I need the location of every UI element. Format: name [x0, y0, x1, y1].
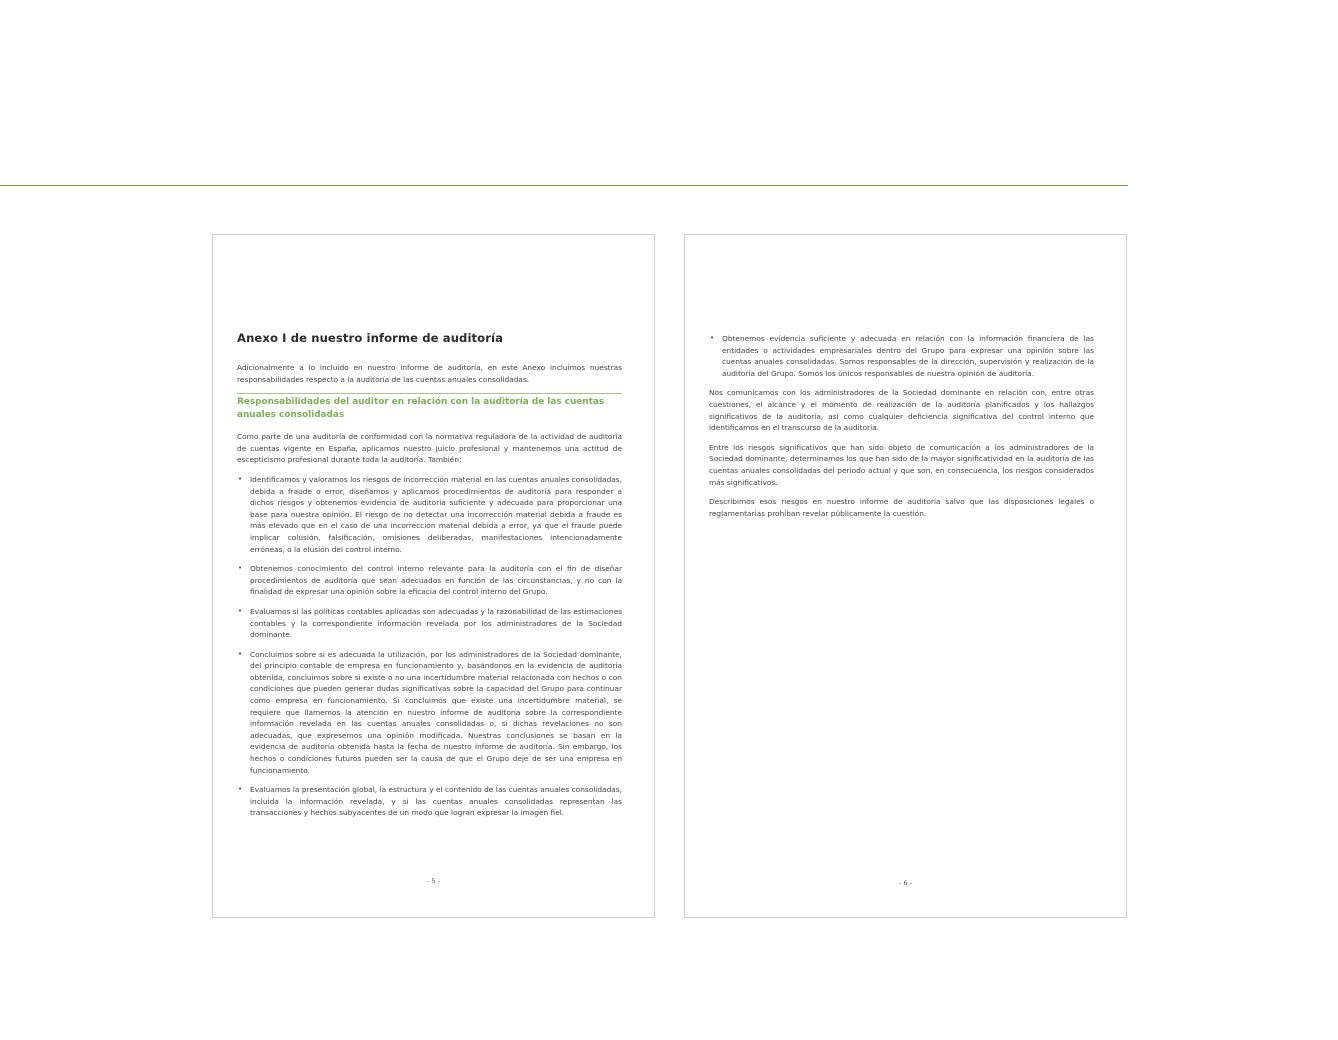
section-intro-paragraph: Como parte de una auditoría de conformidad con la normativa reguladora de la actividad de auditoría de cuentas vigente en España, aplicamos nuestro juicio profesional y mantenemos una actitud de escepticismo profesional durante toda la auditoría. También:	[237, 432, 622, 465]
significant-risks-paragraph: Entre los riesgos significativos que han sido objeto de comunicación a los administradores de la Sociedad dominante, determinamos los que han sido de la mayor significatividad en la auditoría de las cuentas anuales consolidadas del periodo actual y que son, en consecuencia, los riesgos considerados más significativos.	[709, 442, 1094, 487]
list-item-text: Obtenemos evidencia suficiente y adecuada en relación con la información financiera de las entidades o actividades empresariales dentro del Grupo para expresar una opinión sobre las cuentas anuales consolidadas. Somos responsables de la dirección, supervisión y realización de la auditoría del Grupo. Somos los únicos responsables de nuestra opinión de auditoría.	[722, 334, 1094, 378]
bullet-icon: •	[238, 474, 243, 483]
top-divider-line	[0, 185, 1128, 186]
list-item-text: Evaluamos si las políticas contables aplicadas son adecuadas y la razonabilidad de las estimaciones contables y la correspondiente información revelada por los administradores de la Sociedad dominante.	[250, 606, 622, 640]
annex-title: Anexo I de nuestro informe de auditoría	[237, 331, 504, 345]
list-item-text: Evaluamos la presentación global, la estructura y el contenido de las cuentas anuales consolidadas, incluida la información revelada, y si las cuentas anuales consolidadas representan las transacciones y hechos subyacentes de un modo que logran expresar la imagen fiel.	[250, 785, 622, 818]
list-item-text: Identificamos y valoramos los riesgos de incorrección material en las cuentas anuales consolidadas, debida a fraude o error, diseñamos y aplicamos procedimientos de auditoría para responder a dichos riesgos y obtenemos evidencia de auditoría suficiente y adecuada para proporcionar una base para nuestra opinión. El riesgo de no detectar una incorrección material debida a fraude es más elevado que en el caso de una incorrección material debida a error, ya que el fraude puede implicar colusión, falsificación, omisiones deliberadas, manifestaciones intencionadamente erróneas, o la elusión del control interno.	[250, 474, 622, 554]
page-6-content	[709, 333, 1094, 527]
bullet-icon: •	[238, 564, 243, 573]
bullet-icon: •	[238, 649, 243, 658]
page-number: - 6 -	[899, 879, 912, 887]
responsibilities-list	[237, 474, 622, 819]
section-divider	[237, 393, 622, 394]
annex-intro-paragraph: Adicionalmente a lo incluido en nuestro informe de auditoría, en este Anexo incluimos nuestras responsabilidades respecto a la auditoría de las cuentas anuales consolidadas.	[237, 363, 622, 384]
section-heading: Responsabilidades del auditor en relación con la auditoría de las cuentas anuales consolidadas	[237, 397, 605, 421]
page-5-content	[237, 331, 622, 827]
bullet-icon: •	[238, 606, 243, 615]
document-page-5	[212, 234, 655, 918]
list-item	[237, 649, 622, 777]
list-item	[237, 606, 622, 641]
list-item-text: Concluimos sobre si es adecuada la utilización, por los administradores de la Sociedad dominante, del principio contable de empresa en funcionamiento y, basándonos en la evidencia de auditoría obtenida, concluimos sobre si existe o no una incertidumbre material relacionada con hechos o con condiciones que pueden generar dudas significativas sobre la capacidad del Grupo para continuar como empresa en funcionamiento. Si concluimos que existe una incertidumbre material, se requiere que llamemos la atención en nuestro informe de auditoría sobre la correspondiente información revelada en las cuentas anuales consolidadas o, si dichas revelaciones no son adecuadas, que expresemos una opinión modificada. Nuestras conclusiones se basan en la evidencia de auditoría obtenida hasta la fecha de nuestro informe de auditoría. Sin embargo, los hechos o condiciones futuros pueden ser la causa de que el Grupo deje de ser una empresa en funcionamiento.	[250, 649, 622, 775]
responsibilities-list-continued	[709, 333, 1094, 379]
bullet-icon: •	[238, 785, 243, 794]
list-item-text: Obtenemos conocimiento del control interno relevante para la auditoría con el fin de diseñar procedimientos de auditoría que sean adecuados en función de las circunstancias, y no con la finalidad de expresar una opinión sobre la eficacia del control interno del Grupo.	[250, 564, 622, 597]
list-item	[237, 784, 622, 819]
list-item	[237, 563, 622, 598]
bullet-icon: •	[710, 334, 715, 342]
list-item	[237, 474, 622, 555]
document-page-6	[684, 234, 1127, 918]
list-item	[709, 333, 1094, 379]
page-number: - 5 -	[427, 877, 440, 885]
disclosure-paragraph: Describimos esos riesgos en nuestro informe de auditoría salvo que las disposiciones legales o reglamentarias prohíban revelar públicamente la cuestión.	[709, 497, 1094, 518]
communication-paragraph: Nos comunicamos con los administradores de la Sociedad dominante en relación con, entre otras cuestiones, el alcance y el momento de realización de la auditoría planificados y los hallazgos significativos de la auditoría, así como cualquier deficiencia significativa del control interno que identificamos en el transcurso de la auditoría.	[709, 388, 1094, 433]
